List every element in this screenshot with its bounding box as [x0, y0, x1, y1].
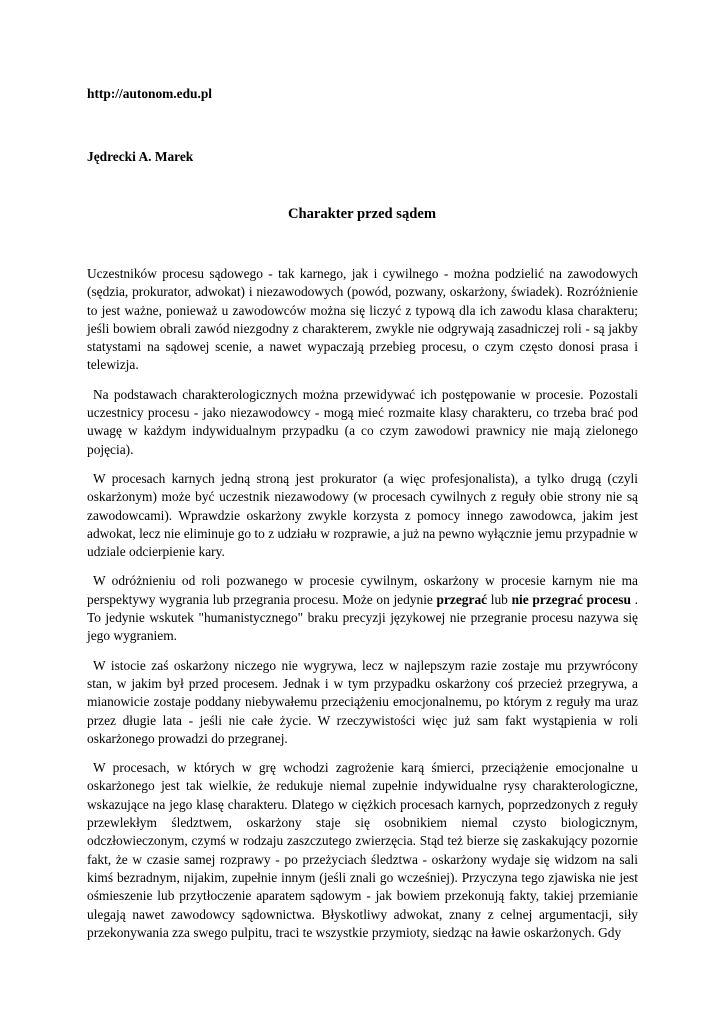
paragraph-3: W procesach karnych jedną stroną jest prokurator (a więc profesjonalista), a tylko drugą (czyli oskarżonym) może być uczestnik niezawodowy (w procesach cywilnych z reguły obie strony nie są zawodowcami). Wprawdzie oskarżony zwykle korzysta z pomocy innego zawodowca, jakim jest adwokat, lecz nie eliminuje go to z udziału w rozprawie, a już na pewno wyłącznie jemu przypadnie w udziale odcierpienie kary.	[87, 470, 638, 560]
document-body	[87, 265, 638, 953]
paragraph-1: Uczestników procesu sądowego - tak karnego, jak i cywilnego - można podzielić na zawodowych (sędzia, prokurator, adwokat) i niezawodowych (powód, pozwany, oskarżony, świadek). Rozróżnienie to jest ważne, ponieważ u zawodowców można się liczyć z typową dla ich zawodu klasa charakteru; jeśli bowiem obrali zawód niezgodny z charakterem, zwykle nie odgrywają zasadniczej roli - są jakby statystami na sądowej scenie, a nawet wypaczają przebieg procesu, o czym często donosi prasa i telewizja.	[87, 266, 638, 373]
document-title: Charakter przed sądem	[287, 206, 437, 222]
paragraph-6: W procesach, w których w grę wchodzi zagrożenie karą śmierci, przeciążenie emocjonalne u oskarżonego jest tak wielkie, że redukuje niemal zupełnie indywidualne rysy charakterologiczne, wskazujące na jego klasę charakteru. Dlatego w ciężkich procesach karnych, poprzedzonych z reguły przewlekłym śledztwem, oskarżony staje się osobnikiem niemal czysto biologicznym, odczłowieczonym, czymś w rodzaju zaszczutego zwierzęcia. Stąd też bierze się zaskakujący pozornie fakt, że w czasie samej rozprawy - po przeżyciach śledztwa - oskarżony wydaje się widzom na sali kimś bezradnym, nijakim, zupełnie innym (jeśli znali go wcześniej). Przyczyna tego zjawiska nie jest ośmieszenie lub przytłoczenie aparatem sądowym - jak bowiem przekonują fakty, takiej przemianie ulegają nawet zawodowcy sądownictwa. Błyskotliwy adwokat, znany z celnej argumentacji, siły przekonywania zza swego pulpitu, traci te wszystkie przymioty, siedząc na ławie oskarżonych. Gdy	[87, 760, 638, 940]
paragraph-4-text-b: lub	[487, 591, 512, 607]
paragraph-5: W istocie zaś oskarżony niczego nie wygrywa, lecz w najlepszym razie zostaje mu przywrócony stan, w jakim był przed procesem. Jednak i w tym przypadku oskarżony coś przecież przegrywa, a mianowicie zostaje poddany niebywałemu przeciążeniu emocjonalnemu, po którym z reguły ma uraz przez długie lata - jeśli nie całe życie. W rzeczywistości więc już sam fakt wystąpienia w roli oskarżonego prowadzi do przegranej.	[87, 657, 638, 746]
paragraph-4	[87, 572, 638, 645]
paragraph-4-text-a: W odróżnieniu od roli pozwanego w procesie cywilnym, oskarżony w procesie karnym nie ma perspektywy wygrania lub przegrania procesu. Może on jedynie	[87, 573, 638, 607]
source-url[interactable]: http://autonom.edu.pl	[87, 86, 213, 101]
paragraph-2: Na podstawach charakterologicznych można przewidywać ich postępowanie w procesie. Pozostali uczestnicy procesu - jako niezawodowcy - mogą mieć rozmaite klasy charakteru, co trzeba brać pod uwagę w każdym indywidualnym przypadku (a co czym zawodowi prawnicy nie mają zielonego pojęcia).	[87, 386, 638, 457]
paragraph-4-bold-b: nie przegrać procesu	[511, 591, 631, 607]
paragraph-4-bold-a: przegrać	[436, 591, 488, 607]
author-name: Jędrecki A. Marek	[87, 149, 194, 164]
paragraph-4-text-c: . To jedynie wskutek "humanistycznego" braku precyzji językowej nie przegranie procesu nazywa się jego wygraniem.	[87, 591, 638, 644]
